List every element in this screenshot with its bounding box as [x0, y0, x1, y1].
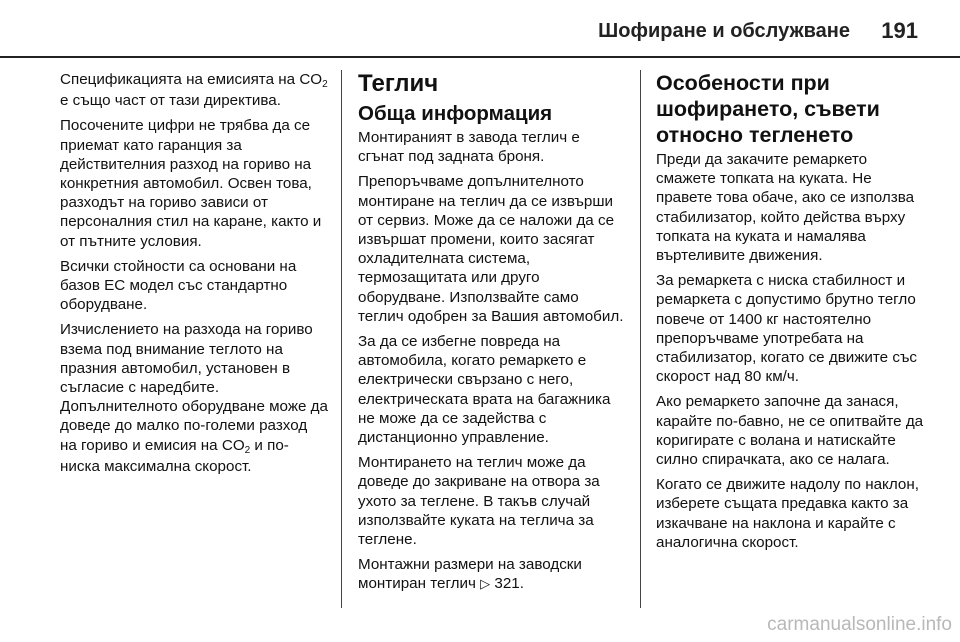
- subheading-general-info: Обща информация: [358, 102, 553, 125]
- paragraph-factory-towbar: Монтираният в завода теглич е сгънат под задната броня.: [358, 129, 580, 166]
- column-emissions: [60, 70, 328, 482]
- page-reference-icon: ▷: [480, 576, 491, 592]
- paragraph-co2-spec: Спецификацията на емисията на CO2 е също част от тази директива.: [60, 71, 328, 110]
- paragraph-stabiliser: За ремаркета с ниска стабилност и ремаркета с допустимо брутно тегло повече от 1400 кг настоятелно препоръчваме употребата на стабилизатор, когато се движите със скорост над 80 км/ч.: [656, 272, 918, 386]
- page-number: 191: [881, 18, 918, 43]
- paragraph-lubricate-ball: Преди да закачите ремаркето смажете топката на куката. Не правете това обаче, ако се използва стабилизатор, който действа върху топката на куката и намалява въртеливите движения.: [656, 151, 915, 265]
- heading-driving-tips: Особености при шофирането, съвети относно тегленето: [656, 71, 880, 147]
- paragraph-towing-eye: Монтирането на теглич може да доведе до закриване на отвора за ухото за теглене. В такъв случай използвайте куката на теглича за теглене.: [358, 454, 600, 549]
- paragraph-tailgate: За да се избегне повреда на автомобила, когато ремаркето е електрически свързано с него, електрическата врата на багажника не може да се задейства с дистанционно управление.: [358, 333, 611, 447]
- paragraph-base-model: Всички стойности са основани на базов ЕС модел със стандартно оборудване.: [60, 257, 297, 314]
- heading-towbar: Теглич: [358, 70, 439, 97]
- column-towbar: [358, 70, 624, 600]
- watermark: carmanualsonline.info: [767, 614, 952, 635]
- section-title: Шофиране и обслужване: [598, 20, 850, 42]
- page-reference-link[interactable]: 321.: [494, 575, 524, 593]
- paragraph-mounting-dimensions: Монтажни размери на заводски монтиран теглич ▷ 321.: [358, 556, 582, 593]
- paragraph-downhill: Когато се движите надолу по наклон, изберете същата предавка както за изкачване на наклона и карайте с аналогична скорост.: [656, 476, 919, 551]
- paragraph-figures-disclaimer: Посочените цифри не трябва да се приемат като гаранция за действителния разход на гориво на конкретния автомобил. Освен това, разходът на гориво зависи от персоналния стил на каране, както и от пътните условия.: [60, 117, 322, 250]
- paragraph-calculation: Изчислението на разхода на гориво взема под внимание теглото на празния автомобил, установен в съгласие с наредбите. Допълнителното оборудване може да доведе до малко по-големи разход на гориво и емисия на CO2 и по-ниска максимална скорост.: [60, 321, 328, 475]
- column-divider: [640, 70, 641, 608]
- page-header: [0, 0, 960, 58]
- column-driving-tips: [656, 70, 924, 558]
- header-divider: [0, 56, 960, 58]
- paragraph-service-install: Препоръчваме допълнителното монтиране на теглич да се извърши от сервиз. Може да се наложи да се извършат промени, които засягат охладителната система, термозащитата или друго оборудване. Използвайте само теглич одобрен за Вашия автомобил.: [358, 173, 624, 325]
- paragraph-snaking: Ако ремаркето започне да занася, карайте по-бавно, не се опитвайте да коригирате с волана и натискайте силно спирачката, ако се налага.: [656, 393, 924, 469]
- column-divider: [341, 70, 342, 608]
